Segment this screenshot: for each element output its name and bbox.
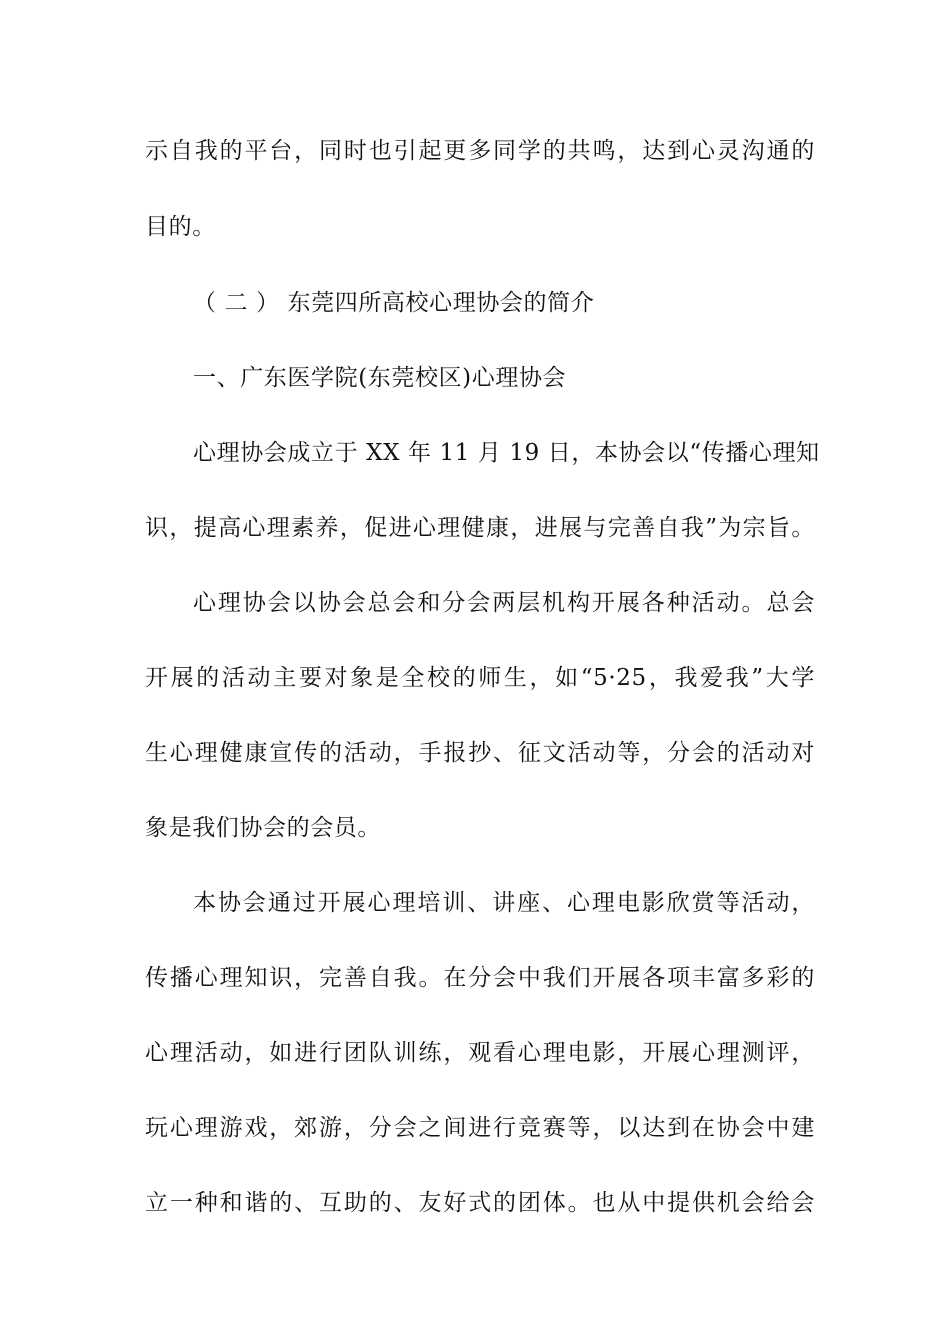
text-line: 象是我们协会的会员。	[145, 815, 381, 841]
text-line: 示自我的平台，同时也引起更多同学的共鸣，达到心灵沟通的	[145, 138, 815, 164]
text-line: 心理协会成立于 XX 年 11 月 19 日，本协会以“传播心理知	[193, 440, 820, 466]
text-line: 目的。	[145, 214, 216, 240]
text-line: 玩心理游戏，郊游，分会之间进行竞赛等，以达到在协会中建	[145, 1115, 815, 1141]
text-line: 心理协会以协会总会和分会两层机构开展各种活动。总会	[193, 590, 815, 616]
subsection-heading: 一、广东医学院(东莞校区)心理协会	[193, 365, 567, 391]
text-line: 生心理健康宣传的活动，手报抄、征文活动等，分会的活动对	[145, 740, 815, 766]
text-line: 开展的活动主要对象是全校的师生，如“5·25，我爱我”大学	[145, 665, 815, 691]
text-line: 心理活动，如进行团队训练，观看心理电影，开展心理测评，	[145, 1040, 815, 1066]
text-line: 本协会通过开展心理培训、讲座、心理电影欣赏等活动，	[193, 890, 815, 916]
text-line: 立一种和谐的、互助的、友好式的团体。也从中提供机会给会	[145, 1190, 815, 1216]
text-line: 识，提高心理素养，促进心理健康，进展与完善自我”为宗旨。	[145, 515, 815, 541]
text-line: 传播心理知识，完善自我。在分会中我们开展各项丰富多彩的	[145, 965, 815, 991]
section-heading: （ 二 ） 东莞四所高校心理协会的简介	[193, 290, 595, 316]
